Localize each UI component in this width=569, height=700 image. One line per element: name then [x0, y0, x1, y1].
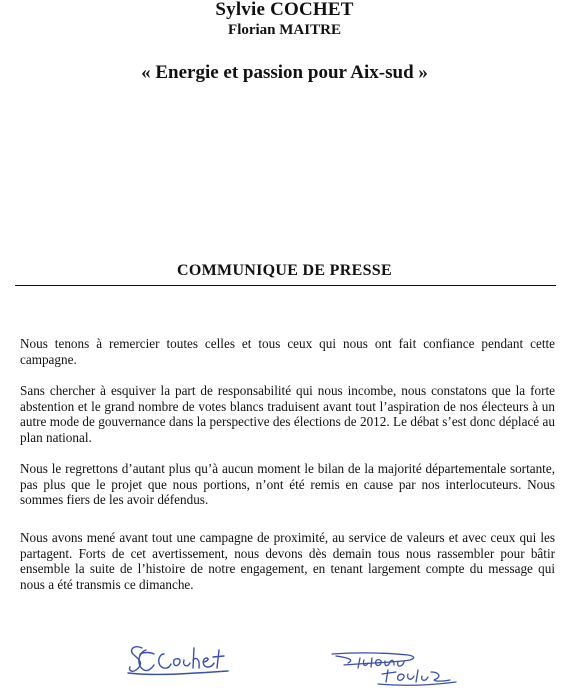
paragraph-1: Nous tenons à remercier toutes celles et tous ceux qui nous ont fait confiance pendant cette campagne.: [20, 336, 555, 367]
paragraph-2: Sans chercher à esquiver la part de responsabilité qui nous incombe, nous constatons que la forte abstention et le grand nombre de votes blancs traduisent avant tout l’aspiration de nos électeurs à un autre mode de gouvernance dans la perspective des élections de 2012. Le débat s’est donc déplacé au plan national.: [20, 383, 555, 445]
document-heading: COMMUNIQUE DE PRESSE: [177, 262, 392, 279]
signature-left: [124, 640, 234, 680]
signature-right: [330, 646, 460, 690]
paragraph-3: Nous le regrettons d’autant plus qu’à aucun moment le bilan de la majorité départementale sortante, pas plus que le projet que nous portions, n’ont été remis en cause par nos interlocuteurs. Nous sommes fiers de les avoir défendus.: [20, 461, 555, 508]
campaign-slogan: « Energie et passion pour Aix-sud »: [141, 62, 428, 83]
header-name-2: Florian MAITRE: [228, 22, 341, 38]
heading-rule: [15, 285, 556, 286]
header-name-1: Sylvie COCHET: [215, 0, 354, 20]
paragraph-4: Nous avons mené avant tout une campagne de proximité, au service de valeurs et avec ceux qui les partagent. Forts de cet avertissement, nous devons dès demain tous nous rassembler pour bâtir ensemble la suite de l’histoire de notre engagement, en tenant largement compte du message qui nous a été transmis ce dimanche.: [20, 530, 555, 592]
